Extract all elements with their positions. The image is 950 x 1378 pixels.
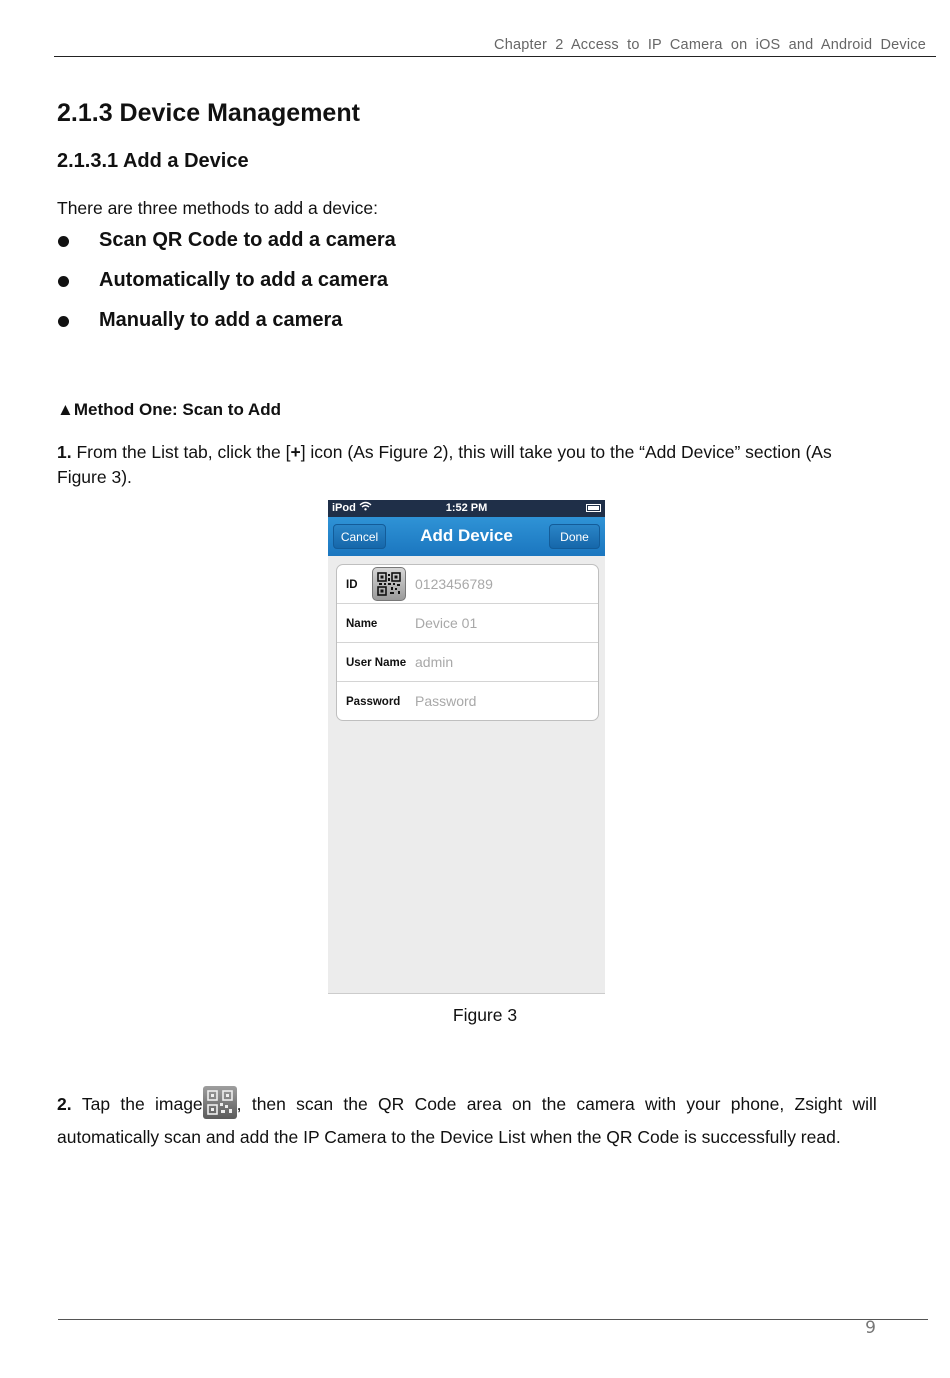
method-label: Automatically to add a camera [99,269,388,291]
status-time: 1:52 PM [445,502,488,514]
field-label: Name [346,618,378,630]
qr-scan-icon [203,1086,237,1119]
word: Zsight [794,1094,843,1114]
header-rule [54,56,936,57]
form-row-name [337,603,598,642]
intro-text: There are three methods to add a device: [57,198,379,218]
step-number: 2. [57,1094,72,1114]
field-label: Password [346,696,401,708]
list-item [57,269,396,309]
step-1-part-b: ] icon (As Figure 2), this will take you to the “Add Device” section (As Figure 3). [57,442,832,487]
method-label: Scan QR Code to add a camera [99,229,396,251]
word: QR [378,1094,405,1114]
step-1-text [57,440,877,490]
carrier-label: iPod [332,502,356,514]
step-1-part-a: From the List tab, click the [ [76,442,291,462]
running-header: Chapter 2 Access to IP Camera on iOS and Android Device [494,37,926,53]
word: Tap [81,1094,111,1114]
word: the [541,1094,567,1114]
list-item [57,309,396,349]
word: the [120,1094,145,1114]
nav-bar [328,517,605,556]
word: camera [576,1094,635,1114]
subsection-heading: 2.1.3.1 Add a Device [57,150,249,172]
bullet-icon [58,276,69,287]
figure-caption: Figure 3 [452,1005,518,1025]
list-item [57,229,396,269]
form-row-id [337,565,598,603]
section-heading: 2.1.3 Device Management [57,99,360,127]
word: Code [414,1094,457,1114]
device-form [336,564,599,721]
word: the [343,1094,368,1114]
password-input[interactable]: Password [415,693,477,709]
method-label: Manually to add a camera [99,309,343,331]
add-device-screenshot [328,500,605,994]
step-number: 1. [57,442,72,462]
word: with [645,1094,677,1114]
id-input[interactable]: 0123456789 [415,576,493,592]
battery-icon [586,504,601,512]
bullet-icon [58,316,69,327]
word: area [466,1094,502,1114]
form-row-password [337,681,598,720]
step-2-line-1 [57,1088,877,1121]
status-bar [328,500,605,517]
form-row-username [337,642,598,681]
word: , [236,1094,242,1114]
page-number: 9 [865,1318,876,1338]
word: image [155,1094,203,1114]
step-2-line-2: automatically scan and add the IP Camera to the Device List when the QR Code is successfully read. [57,1127,841,1147]
cancel-button[interactable]: Cancel [333,524,386,549]
bullet-icon [58,236,69,247]
word: on [512,1094,532,1114]
field-label: ID [346,579,358,591]
plus-icon-label: + [290,442,301,462]
word: your [686,1094,721,1114]
username-input[interactable]: admin [415,654,454,670]
step-2-text [57,1088,877,1154]
done-button[interactable]: Done [549,524,600,549]
word: scan [296,1094,334,1114]
name-input[interactable]: Device 01 [415,615,478,631]
footer-rule [58,1319,928,1320]
methods-list [57,229,396,349]
method-one-title: ▲Method One: Scan to Add [57,400,281,419]
word: will [852,1094,877,1114]
nav-title: Add Device [420,526,513,545]
field-label: User Name [346,657,407,669]
scan-qr-button[interactable] [372,567,406,601]
image-word-group [155,1088,242,1121]
qr-code-icon [377,572,401,596]
word: then [251,1094,286,1114]
word: phone, [730,1094,785,1114]
